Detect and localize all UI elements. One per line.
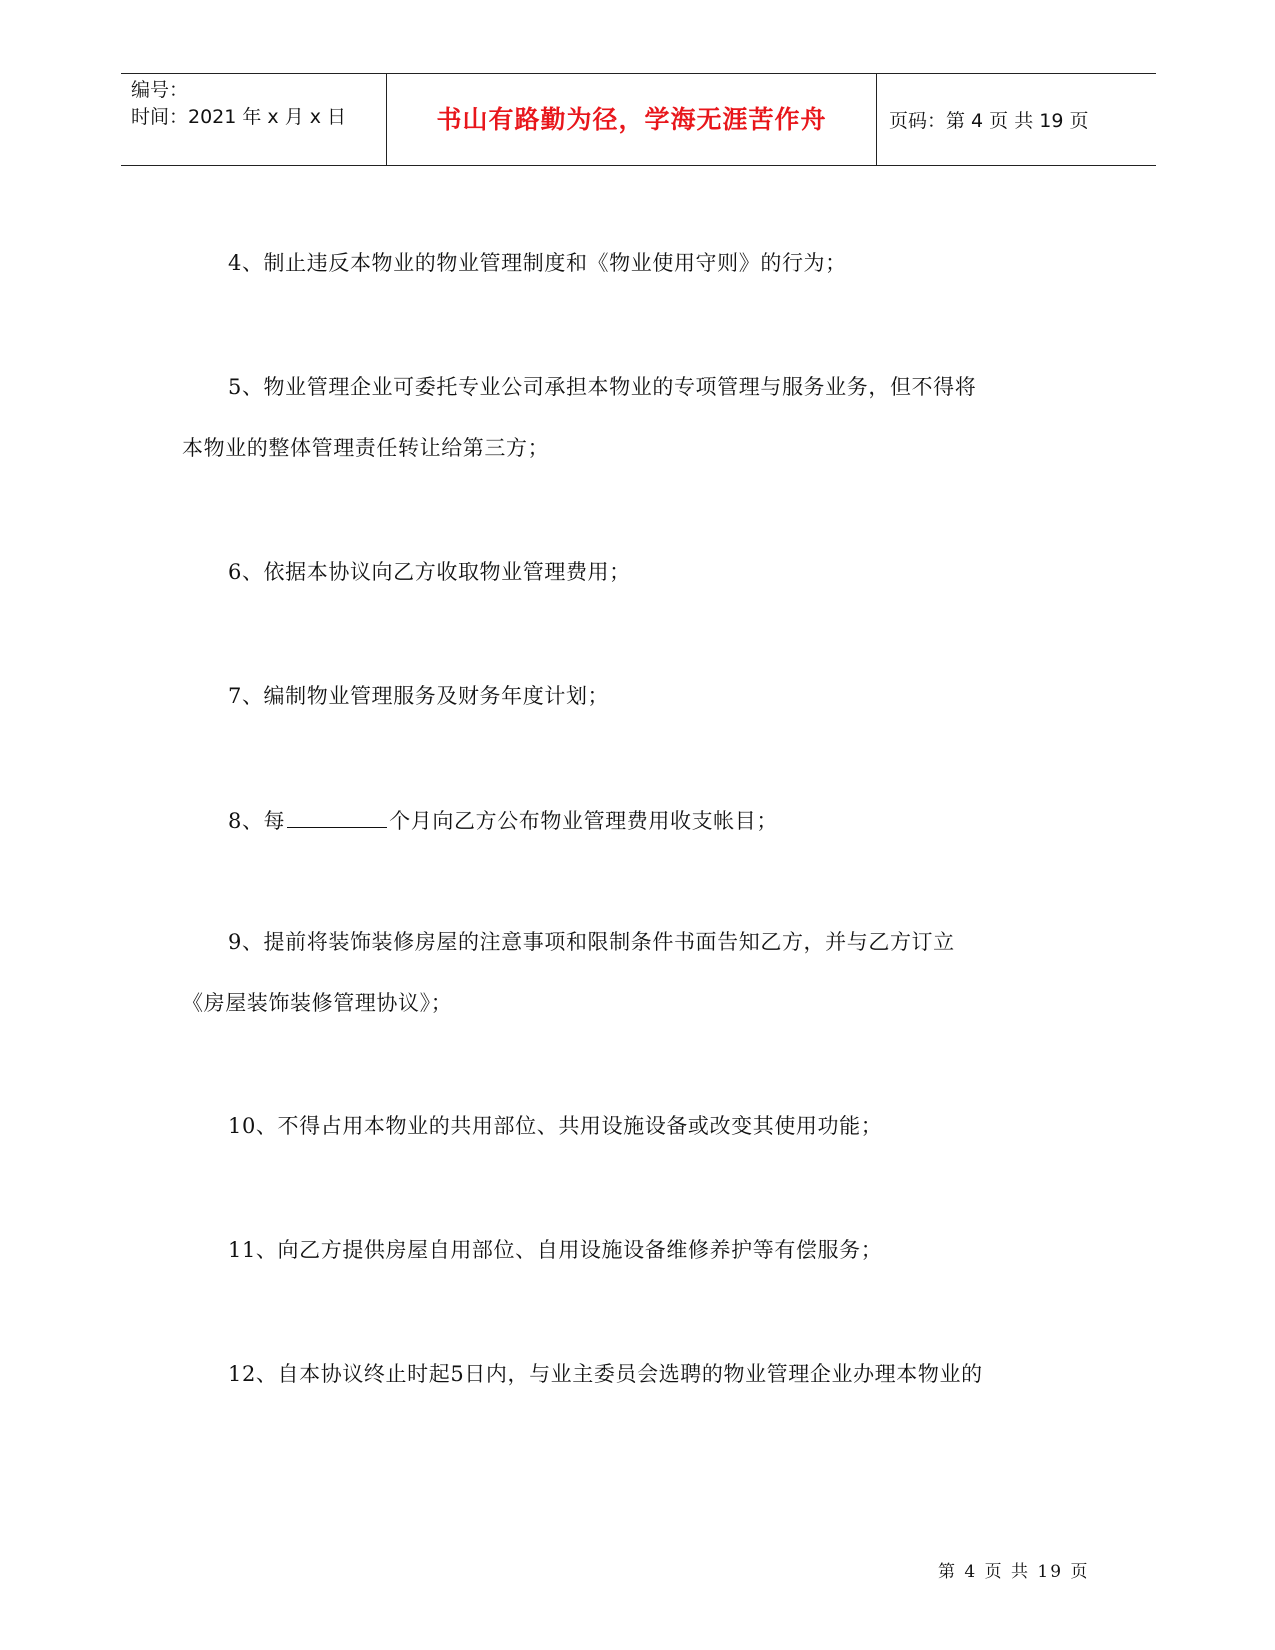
- clause-6: 6、依据本协议向乙方收取物业管理费用；: [228, 560, 631, 584]
- document-code-label: 编号：: [131, 79, 189, 101]
- clause-10: 10、不得占用本物业的共用部位、共用设施设备或改变其使用功能；: [228, 1114, 883, 1138]
- clause-5-line-2: 本物业的整体管理责任转让给第三方；: [182, 436, 550, 460]
- clause-7: 7、编制物业管理服务及财务年度计划；: [228, 684, 610, 708]
- clause-5-line-1: 5、物业管理企业可委托专业公司承担本物业的专项管理与服务业务，但不得将: [228, 375, 977, 399]
- header-left-cell: [121, 74, 386, 165]
- clause-4: 4、制止违反本物业的物业管理制度和《物业使用守则》的行为；: [228, 251, 847, 275]
- clause-8-suffix: 个月向乙方公布物业管理费用收支帐目；: [389, 809, 778, 833]
- footer-page-number: 第 4 页 共 19 页: [938, 1562, 1090, 1582]
- clause-8: [228, 805, 778, 835]
- header-middle-cell: [386, 74, 877, 165]
- header-motto: 书山有路勤为径，学海无涯苦作舟: [436, 105, 827, 134]
- clause-9-line-1: 9、提前将装饰装修房屋的注意事项和限制条件书面告知乙方，并与乙方订立: [228, 930, 955, 954]
- document-date-label: 时间：2021 年 x 月 x 日: [131, 106, 347, 128]
- clause-8-prefix: 8、每: [228, 809, 286, 833]
- document-header: [121, 73, 1156, 166]
- header-right-cell: [877, 74, 1156, 165]
- clause-12: 12、自本协议终止时起5日内，与业主委员会选聘的物业管理企业办理本物业的: [228, 1362, 983, 1386]
- clause-11: 11、向乙方提供房屋自用部位、自用设施设备维修养护等有偿服务；: [228, 1238, 883, 1262]
- fill-in-blank[interactable]: [287, 805, 387, 828]
- clause-9-line-2: 《房屋装饰装修管理协议》；: [182, 991, 453, 1015]
- header-page-number: 页码：第 4 页 共 19 页: [889, 110, 1089, 132]
